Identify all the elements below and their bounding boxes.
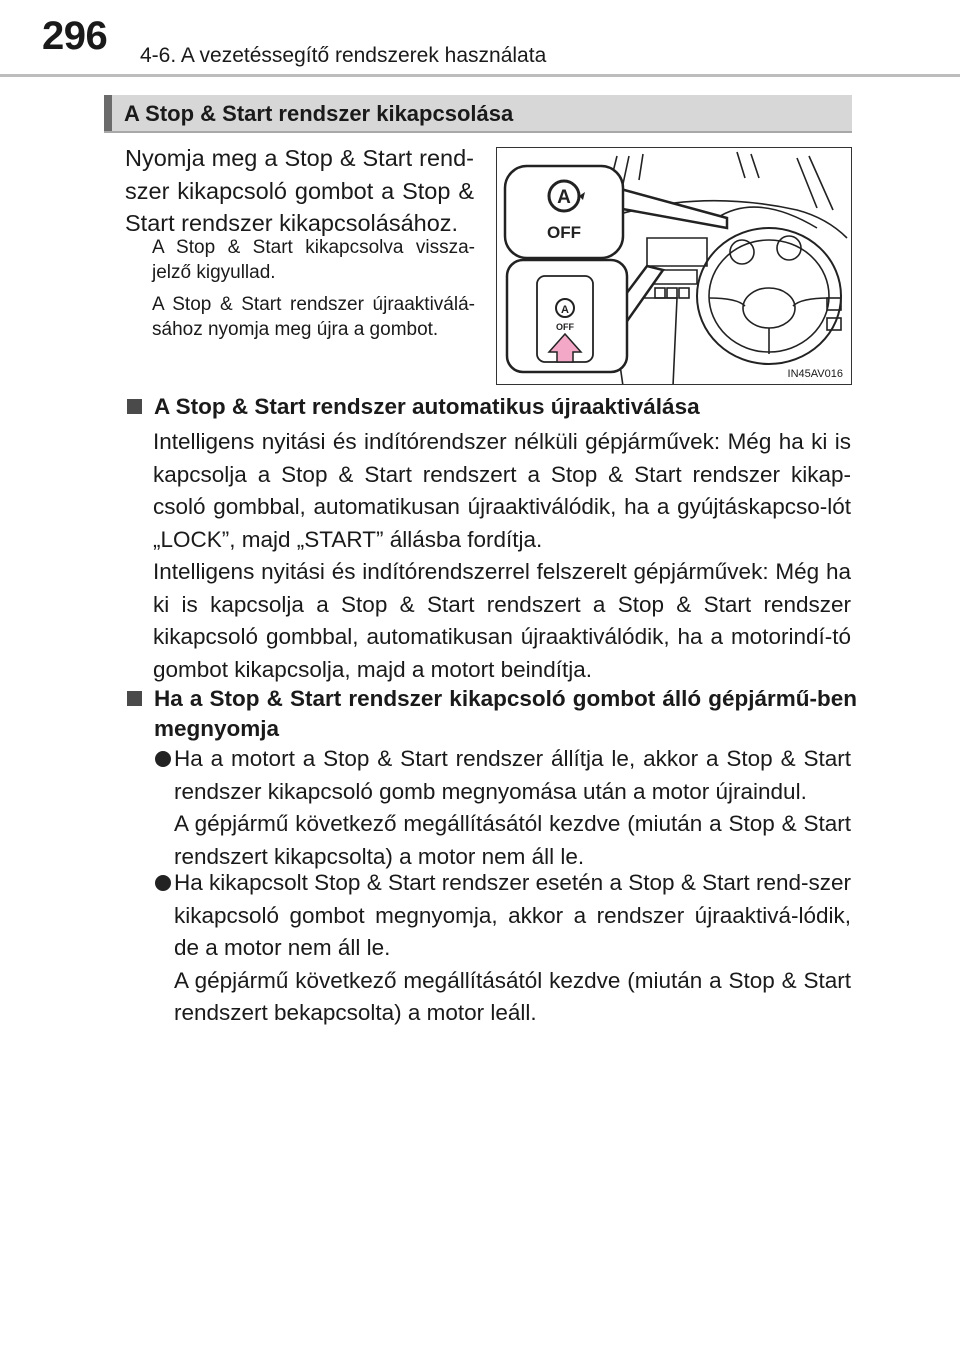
subsection-heading-text: Ha a Stop & Start rendszer kikapcsoló gombot álló gépjármű-ben megnyomja [154,686,857,741]
intro-note: A Stop & Start rendszer újraaktiválá-sához nyomja meg újra a gombot. [152,294,475,340]
svg-text:A: A [561,304,569,316]
list-item-text: Ha a motort a Stop & Start rendszer állítja le, akkor a Stop & Start rendszer kikapcsoló gomb megnyomása után a motor újraindul. [174,746,851,804]
section-heading-accent [104,95,112,131]
header-divider [0,74,960,77]
section-heading-bar [104,95,852,131]
intro-paragraph: Nyomja meg a Stop & Start rend-szer kikapcsoló gombot a Stop & Start rendszer kikapcsolásához. [125,145,474,236]
subsection-heading [127,684,857,744]
section-heading: A Stop & Start rendszer kikapcsolása [124,101,514,126]
figure-code: IN45AV016 [787,368,843,380]
subsection-heading-text: A Stop & Start rendszer automatikus újraaktiválása [154,394,700,419]
section-heading-underline [104,131,852,133]
square-bullet-icon [127,691,142,706]
list-item-subtext: A gépjármű következő megállításától kezdve (miután a Stop & Start rendszert kikapcsolta) a motor nem áll le. [174,811,851,869]
body-paragraph: Intelligens nyitási és indítórendszer nélküli gépjárművek: Még ha ki is kapcsolja a Stop & Start rendszert a Stop & Start rendszer kikap-csoló gombbal, automatikusan újraaktiválódik, ha a gyújtáskapcso-lót „LOCK”, majd „START” állásba fordítja. [153,429,851,552]
square-bullet-icon [127,399,142,414]
list-item [153,867,851,1030]
intro-note: A Stop & Start kikapcsolva vissza-jelző kigyullad. [152,237,475,283]
subsection-heading [127,392,857,422]
body-paragraph: Intelligens nyitási és indítórendszerrel felszerelt gépjárművek: Még ha ki is kapcsolja a Stop & Start rendszert a Stop & Start rendszer kikapcsoló gombbal, automatikusan újraaktiválódik, ha a motorindí-tó gombot kikapcsolja, majd a motort beindítja. [153,559,851,682]
dashboard-illustration [496,147,852,385]
page-number: 296 [42,14,108,58]
list-item-text: Ha kikapcsolt Stop & Start rendszer esetén a Stop & Start rend-szer kikapcsoló gombot megnyomja, akkor a rendszer újraaktivá-lódik, de a motor nem áll le. [174,870,851,960]
dashboard-drawing [497,148,852,385]
list-item-subtext: A gépjármű következő megállításától kezdve (miután a Stop & Start rendszert bekapcsolta) a motor leáll. [174,967,851,1025]
bullet-dot-icon [155,751,171,767]
list-item [153,743,851,873]
chapter-title: 4-6. A vezetéssegítő rendszerek használata [140,44,547,67]
bullet-dot-icon [155,875,171,891]
svg-text:OFF: OFF [547,223,581,242]
svg-text:A: A [557,187,571,208]
svg-text:OFF: OFF [556,322,574,332]
